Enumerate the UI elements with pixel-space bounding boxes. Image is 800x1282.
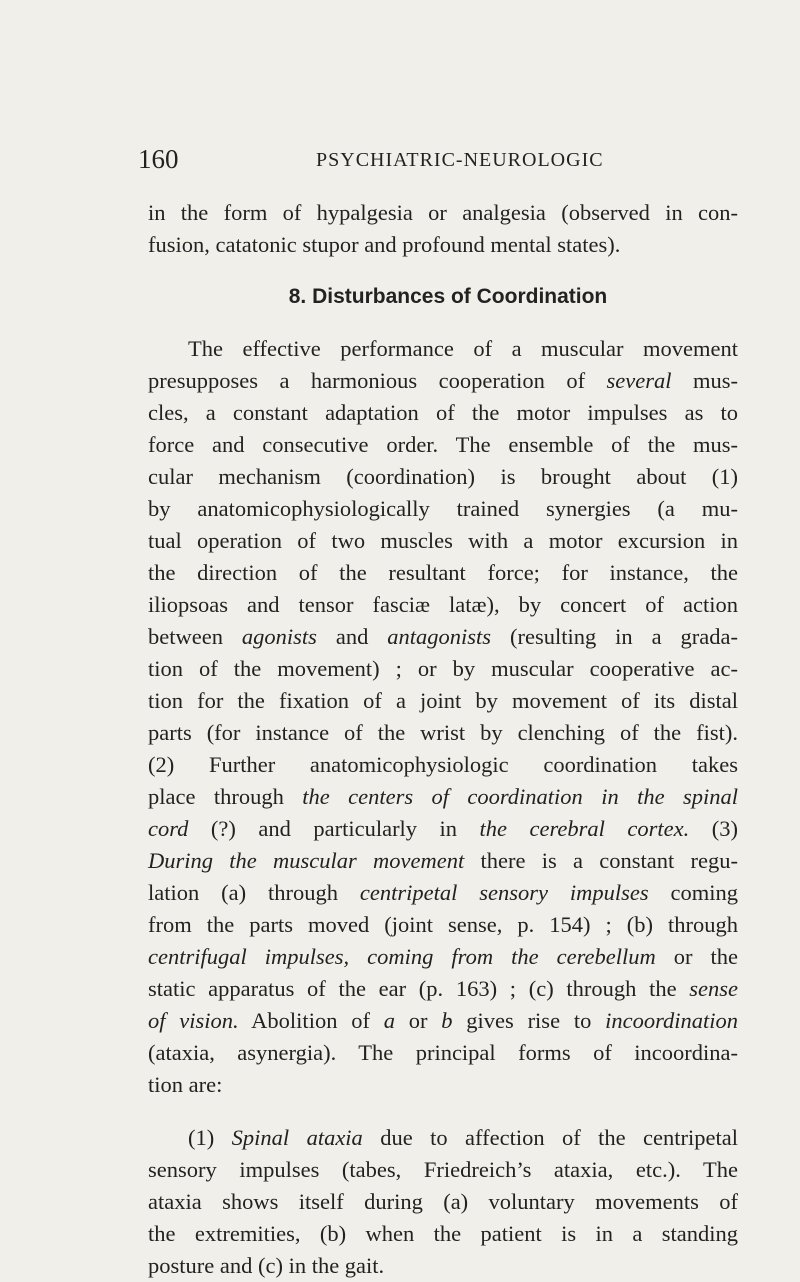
emphasis: centrifugal impulses, coming from the cerebellum (148, 944, 656, 969)
text-line: sensory impulses (tabes, Friedreich’s ataxia, etc.). The (148, 1157, 738, 1182)
text-line: the direction of the resultant force; for instance, the (148, 560, 738, 585)
text-line: centrifugal impulses, coming from the cerebellum or the (148, 944, 739, 969)
text-line: static apparatus of the ear (p. 163) ; (c) through the sense (148, 976, 738, 1001)
text-line: During the muscular movement there is a constant regu- (148, 848, 738, 873)
text-line: from the parts moved (joint sense, p. 154) ; (b) through (148, 912, 738, 937)
page-number: 160 (138, 144, 179, 174)
running-head: PSYCHIATRIC-NEUROLOGIC (316, 149, 604, 171)
text-line: (1) Spinal ataxia due to affection of the centripetal (188, 1125, 738, 1150)
emphasis: agonists (241, 624, 317, 649)
emphasis: several (606, 368, 672, 393)
emphasis: centripetal sensory impulses (359, 880, 649, 905)
text-line: the extremities, (b) when the patient is in a standing (148, 1221, 738, 1246)
text-line: of vision. Abolition of a or b gives rise to incoordination (148, 1008, 739, 1033)
text-line: tion are: (148, 1072, 223, 1097)
text-line: force and consecutive order. The ensemble of the mus- (148, 432, 738, 457)
emphasis: Spinal ataxia (231, 1125, 363, 1150)
section-heading: 8. Disturbances of Coordination (288, 285, 608, 308)
text-line: posture and (c) in the gait. (148, 1253, 385, 1278)
text-line: fusion, catatonic stupor and profound mental states). (148, 232, 621, 257)
page-header (138, 143, 738, 175)
text-line: (2) Further anatomicophysiologic coordination takes (148, 752, 738, 777)
text-line: The effective performance of a muscular movement (188, 336, 738, 361)
text-line: parts (for instance of the wrist by clenching of the fist). (148, 720, 738, 745)
text-line: tion of the movement) ; or by muscular cooperative ac- (148, 656, 738, 681)
emphasis: of vision. (148, 1008, 239, 1033)
text-line: between agonists and antagonists (resulting in a grada- (148, 624, 738, 649)
text-line: place through the centers of coordination in the spinal (148, 784, 738, 809)
text-line: by anatomicophysiologically trained synergies (a mu- (148, 496, 738, 521)
text-line: tion for the fixation of a joint by movement of its distal (148, 688, 738, 713)
text-line: cord (?) and particularly in the cerebral cortex. (3) (148, 816, 738, 841)
text-line: (ataxia, asynergia). The principal forms of incoordina- (148, 1040, 738, 1065)
body-text (148, 197, 738, 1282)
emphasis: sense (689, 976, 738, 1001)
emphasis: cord (148, 816, 189, 841)
text-line: presupposes a harmonious cooperation of several mus- (148, 368, 739, 393)
text-line: ataxia shows itself during (a) voluntary movements of (148, 1189, 738, 1214)
emphasis: a (383, 1008, 395, 1033)
text-line: cles, a constant adaptation of the motor impulses as to (148, 400, 738, 425)
emphasis: antagonists (387, 624, 492, 649)
emphasis: the centers of coordination in the spinal (302, 784, 738, 809)
emphasis: b (441, 1008, 453, 1033)
text-line: tual operation of two muscles with a motor excursion in (148, 528, 738, 553)
text-line: iliopsoas and tensor fasciæ latæ), by concert of action (148, 592, 738, 617)
text-line: lation (a) through centripetal sensory impulses coming (148, 880, 738, 905)
text-line: cular mechanism (coordination) is brought about (1) (148, 464, 738, 489)
emphasis: incoordination (605, 1008, 739, 1033)
paragraph-gap (148, 1101, 738, 1122)
text-line: in the form of hypalgesia or analgesia (observed in con- (148, 200, 738, 225)
emphasis: During the muscular movement (148, 848, 465, 873)
emphasis: the cerebral cortex. (479, 816, 690, 841)
